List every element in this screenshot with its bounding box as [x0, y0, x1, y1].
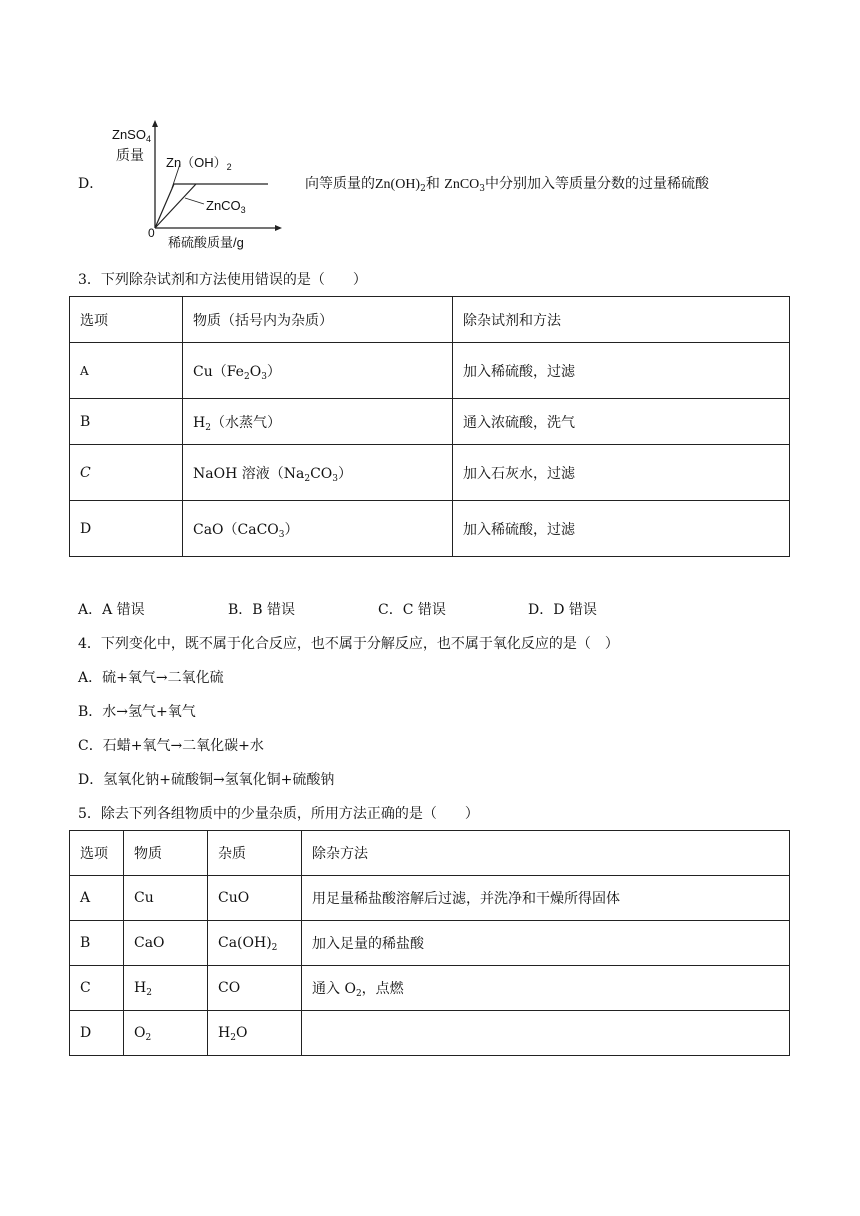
option-cell: B [70, 399, 183, 445]
substance-cell: $Cu(Fe_2O_3)$ [183, 343, 453, 399]
q3-choice-c: C．C 错误 [378, 602, 446, 618]
header-cell: 杂质 [208, 831, 302, 876]
graph-origin: 0 [148, 226, 155, 240]
impurity-cell: $H_2O$ [208, 1011, 302, 1056]
table-row [70, 876, 790, 921]
impurity-cell: CuO [208, 876, 302, 921]
method-cell: 加入足量的稀盐酸 [302, 921, 790, 966]
table-row [70, 966, 790, 1011]
option-d-description: 向等质量的$Zn(OH)_2$和 ZnCO$_3$中分别加入等质量分数的过量稀硫酸 [305, 176, 710, 194]
method-cell: 加入稀硫酸，过滤 [453, 501, 790, 557]
method-cell: 通入浓硫酸，洗气 [453, 399, 790, 445]
table-row [70, 921, 790, 966]
table-row [70, 445, 790, 501]
x-axis-arrow [275, 225, 282, 231]
graph-curve1-label: $Zn(OH)_2$ [166, 155, 232, 172]
q3-choice-d: D．D 错误 [528, 602, 597, 618]
header-cell: 除杂方法 [302, 831, 790, 876]
option-cell: B [70, 921, 124, 966]
y-axis-arrow [152, 120, 158, 127]
table-header-row [70, 297, 790, 343]
q4-option-a: A．硫+氧气→二氧化硫 [78, 670, 224, 686]
graph-curve2-label: ZnCO$_3$ [206, 198, 246, 215]
znco3-curve [155, 184, 196, 228]
substance-cell: CaO [124, 921, 208, 966]
option-cell: C [70, 445, 183, 501]
q5-table [69, 830, 790, 1056]
option-cell: A [70, 343, 183, 399]
impurity-cell: $Ca(OH)_2$ [208, 921, 302, 966]
option-d-label: D． [78, 176, 104, 192]
option-cell: D [70, 1011, 124, 1056]
graph-y-label-1: ZnSO$_4$ [112, 127, 151, 144]
substance-cell: $O_2$ [124, 1011, 208, 1056]
method-cell: 加入石灰水，过滤 [453, 445, 790, 501]
option-cell: C [70, 966, 124, 1011]
method-cell: 用足量稀盐酸溶解后过滤，并洗净和干燥所得固体 [302, 876, 790, 921]
impurity-cell: CO [208, 966, 302, 1011]
q4-stem: 4．下列变化中，既不属于化合反应，也不属于分解反应，也不属于氧化反应的是（ ） [78, 636, 619, 652]
method-cell: 加入稀硫酸，过滤 [453, 343, 790, 399]
header-cell: 物质 [124, 831, 208, 876]
header-cell: 物质（括号内为杂质） [183, 297, 453, 343]
substance-cell: Cu [124, 876, 208, 921]
header-cell: 除杂试剂和方法 [453, 297, 790, 343]
substance-cell: NaOH 溶液$(Na_2CO_3)$ [183, 445, 453, 501]
substance-cell: $H_2$ [124, 966, 208, 1011]
substance-cell: CaO（CaCO$_3$） [183, 501, 453, 557]
table-row [70, 399, 790, 445]
q3-table [69, 296, 790, 557]
table-row [70, 1011, 790, 1056]
graph-x-label: 稀硫酸质量/g [168, 235, 244, 250]
graph-y-label-2: 质量 [116, 147, 144, 163]
q4-option-d: D．氢氧化钠+硫酸铜→氢氧化铜+硫酸钠 [78, 772, 335, 788]
q3-stem: 3．下列除杂试剂和方法使用错误的是（ ） [78, 272, 367, 288]
q3-choice-b: B．B 错误 [228, 602, 296, 618]
header-cell: 选项 [70, 297, 183, 343]
table-header-row [70, 831, 790, 876]
q4-option-b: B．水→氢气+氧气 [78, 704, 196, 720]
znco3-pointer [185, 198, 204, 204]
q3-choice-a: A．A 错误 [78, 602, 145, 618]
q4-option-c: C．石蜡+氧气→二氧化碳+水 [78, 738, 264, 754]
table-row [70, 343, 790, 399]
table-row [70, 501, 790, 557]
option-cell: D [70, 501, 183, 557]
method-cell: 通入 $O_2$，点燃 [302, 966, 790, 1011]
option-cell: A [70, 876, 124, 921]
q5-stem: 5．除去下列各组物质中的少量杂质，所用方法正确的是（ ） [78, 806, 479, 822]
header-cell: 选项 [70, 831, 124, 876]
substance-cell: $H_2$（水蒸气） [183, 399, 453, 445]
method-cell [302, 1011, 790, 1056]
